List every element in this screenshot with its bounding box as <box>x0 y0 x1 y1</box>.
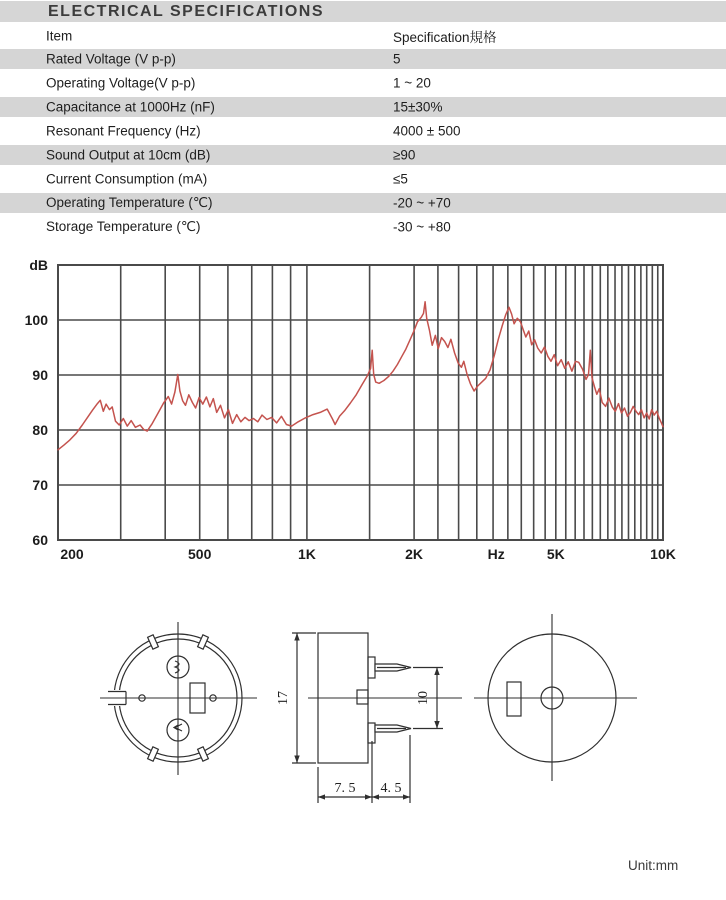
spec-item-label: Operating Temperature (℃) <box>46 195 213 210</box>
spec-value: -30 ~ +80 <box>393 219 451 235</box>
side-view-drawing <box>276 633 462 803</box>
x-tick-label: 10K <box>650 546 676 562</box>
dimension-width <box>318 735 410 803</box>
y-tick-label: 60 <box>32 532 48 548</box>
spec-value: ≥90 <box>393 147 416 163</box>
mechanical-drawings <box>0 595 726 845</box>
spec-value: 4000 ± 500 <box>393 123 461 139</box>
x-tick-label: 200 <box>60 546 84 562</box>
y-tick-label: 100 <box>24 312 48 328</box>
table-row <box>0 143 726 167</box>
bottom-view-drawing <box>100 622 257 775</box>
col-header-item: Item <box>46 28 73 43</box>
frequency-response-chart <box>0 248 726 578</box>
table-row <box>0 191 726 215</box>
dim-7-5-label: 7. 5 <box>334 781 356 796</box>
spec-item-label: Current Consumption (mA) <box>46 171 208 187</box>
spec-value: ≤5 <box>393 171 408 187</box>
spec-value: 1 ~ 20 <box>393 75 431 91</box>
y-tick-label: 80 <box>32 422 48 438</box>
page-title: ELECTRICAL SPECIFICATIONS <box>48 3 325 20</box>
table-row <box>0 47 726 71</box>
dim-17-label: 17 <box>276 691 291 705</box>
col-header-specification: Specification規格 <box>393 29 497 45</box>
y-tick-label: 70 <box>32 477 48 493</box>
spec-item-label: Capacitance at 1000Hz (nF) <box>46 99 215 115</box>
x-tick-label: 1K <box>297 546 316 562</box>
table-row <box>0 71 726 95</box>
table-header-row <box>0 24 726 47</box>
spec-item-label: Resonant Frequency (Hz) <box>46 123 201 139</box>
table-row <box>0 95 726 119</box>
x-tick-label: 500 <box>188 546 212 562</box>
spec-value: -20 ~ +70 <box>393 195 451 211</box>
page-title-band <box>0 1 726 22</box>
y-tick-label: 90 <box>32 367 48 383</box>
table-row <box>0 167 726 191</box>
dim-10-label: 10 <box>416 691 431 705</box>
unit-label: Unit:mm <box>628 858 679 873</box>
spec-value: 5 <box>393 51 401 67</box>
spec-item-label: Operating Voltage(V p-p) <box>46 75 196 91</box>
x-tick-label: 5K <box>546 546 565 562</box>
spec-item-label: Storage Temperature (℃) <box>46 219 201 234</box>
x-tick-label: Hz <box>487 546 505 562</box>
front-view-drawing <box>474 614 637 781</box>
table-row <box>0 215 726 239</box>
spec-value: 15±30% <box>393 99 443 115</box>
plot-frame <box>58 265 663 540</box>
spec-item-label: Sound Output at 10cm (dB) <box>46 147 211 163</box>
dim-4-5-label: 4. 5 <box>380 781 402 796</box>
x-tick-label: 2K <box>405 546 424 562</box>
table-row <box>0 119 726 143</box>
y-axis-unit: dB <box>29 257 48 273</box>
spec-item-label: Rated Voltage (V p-p) <box>46 51 176 67</box>
spec-table <box>0 24 726 239</box>
